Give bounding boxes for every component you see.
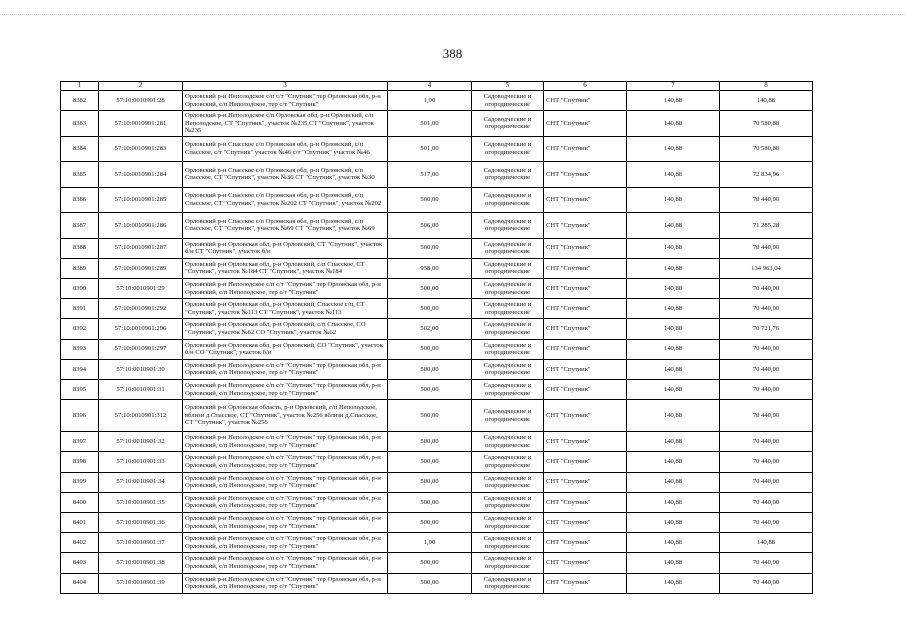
address-cell: Орловский р-н Неполодское с/п с/т "Спутник" тер Орловская обл, р-н Орловский, с/п Неполодское, тер с/т "Спутник"	[183, 279, 388, 299]
organization-cell: СНТ "Спутник"	[544, 533, 627, 553]
value-cell: 70 440,00	[720, 400, 813, 432]
value-cell: 70 440,00	[720, 452, 813, 472]
organization-cell: СНТ "Спутник"	[544, 359, 627, 379]
land-use-cell: Садоводческие и огороднические	[472, 339, 544, 359]
table-row	[61, 91, 813, 111]
address-cell: Орловский р-н Неполодское с/п с/т "Спутник" тер Орловская обл, р-н Орловский, с/п Неполодское, тер с/т "Спутник"	[183, 533, 388, 553]
column-header: 1	[61, 82, 99, 91]
rate-cell: 140,88	[627, 400, 720, 432]
address-cell: Орловский р-н Неполодское с/п с/т "Спутник" тер Орловская обл, р-н Орловский, с/п Неполодское, тер с/т "Спутник"	[183, 573, 388, 593]
area-cell: 500,00	[388, 238, 472, 258]
organization-cell: СНТ "Спутник"	[544, 573, 627, 593]
land-use-cell: Садоводческие и огороднические	[472, 111, 544, 137]
row-number-cell: 8383	[61, 111, 99, 137]
organization-cell: СНТ "Спутник"	[544, 339, 627, 359]
area-cell: 500,00	[388, 512, 472, 532]
value-cell: 140,88	[720, 91, 813, 111]
table-row	[61, 213, 813, 239]
value-cell: 72 834,96	[720, 162, 813, 188]
organization-cell: СНТ "Спутник"	[544, 213, 627, 239]
value-cell: 70 440,00	[720, 553, 813, 573]
scan-artifact-line	[0, 14, 905, 21]
row-number-cell: 8387	[61, 213, 99, 239]
land-use-cell: Садоводческие и огороднические	[472, 91, 544, 111]
column-header: 6	[544, 82, 627, 91]
land-use-cell: Садоводческие и огороднические	[472, 258, 544, 278]
row-number-cell: 8390	[61, 279, 99, 299]
row-number-cell: 8395	[61, 380, 99, 400]
organization-cell: СНТ "Спутник"	[544, 452, 627, 472]
land-use-cell: Садоводческие и огороднические	[472, 533, 544, 553]
table-body	[61, 91, 813, 594]
rate-cell: 140,88	[627, 299, 720, 319]
value-cell: 134 963,04	[720, 258, 813, 278]
table-row	[61, 238, 813, 258]
row-number-cell: 8402	[61, 533, 99, 553]
rate-cell: 140,88	[627, 553, 720, 573]
area-cell: 500,00	[388, 380, 472, 400]
row-number-cell: 8403	[61, 553, 99, 573]
cadastral-number-cell: 57:10:0010901:296	[99, 319, 183, 339]
address-cell: Орловский р-н Орловская обл, р-н Орловский, Спасское с/п, СТ "Спутник", участок №113 СТ "Спутник", участок №113	[183, 299, 388, 319]
row-number-cell: 8391	[61, 299, 99, 319]
address-cell: Орловский р-н Неполодское с/п с/т "Спутник" тер Орловская обл, р-н Орловский, с/п Неполодское, тер с/т "Спутник"	[183, 472, 388, 492]
cadastral-number-cell: 57:10:0010901:297	[99, 339, 183, 359]
column-header: 5	[472, 82, 544, 91]
address-cell: Орловский р-н Спасское с/п Орловская обл, р-н Орловский, с/п Спасское, с/т "Спутник" участок №46 с/т "Спутник" участок №46	[183, 136, 388, 162]
address-cell: Орловский р-н Неполодское с/п Орловская обл, р-н Орловский, с/п Неполодское, СТ "Спутник", участок №235 СТ "Спутник", участок №235	[183, 111, 388, 137]
land-use-cell: Садоводческие и огороднические	[472, 472, 544, 492]
land-use-cell: Садоводческие и огороднические	[472, 492, 544, 512]
value-cell: 70 440,00	[720, 573, 813, 593]
address-cell: Орловский р-н Неполодское с/п с/т "Спутник" тер Орловская обл, р-н Орловский, с/п Неполодское, тер с/т "Спутник"	[183, 512, 388, 532]
address-cell: Орловский р-н Неполодское с/п с/т "Спутник" тер Орловская обл, р-н Орловский, с/п Неполодское, тер с/т "Спутник"	[183, 553, 388, 573]
row-number-cell: 8397	[61, 432, 99, 452]
land-use-cell: Садоводческие и огороднические	[472, 238, 544, 258]
table-row	[61, 432, 813, 452]
row-number-cell: 8400	[61, 492, 99, 512]
address-cell: Орловский р-н Неполодское с/п с/т "Спутник" тер Орловская обл, р-н Орловский, с/п Неполодское, тер с/т "Спутник"	[183, 452, 388, 472]
rate-cell: 140,88	[627, 452, 720, 472]
area-cell: 517,00	[388, 162, 472, 188]
table-row	[61, 162, 813, 188]
rate-cell: 140,88	[627, 380, 720, 400]
organization-cell: СНТ "Спутник"	[544, 400, 627, 432]
area-cell: 500,00	[388, 299, 472, 319]
value-cell: 70 440,00	[720, 299, 813, 319]
table-row	[61, 380, 813, 400]
land-use-cell: Садоводческие и огороднические	[472, 400, 544, 432]
table-row	[61, 258, 813, 278]
area-cell: 501,00	[388, 111, 472, 137]
value-cell: 70 440,00	[720, 432, 813, 452]
rate-cell: 140,88	[627, 359, 720, 379]
rate-cell: 140,88	[627, 432, 720, 452]
cadastral-number-cell: 57:10:0010901:283	[99, 136, 183, 162]
land-use-cell: Садоводческие и огороднические	[472, 136, 544, 162]
area-cell: 500,00	[388, 553, 472, 573]
value-cell: 70 721,76	[720, 319, 813, 339]
cadastral-number-cell: 57:10:0010901:292	[99, 299, 183, 319]
rate-cell: 140,88	[627, 472, 720, 492]
address-cell: Орловский р-н Неполодское с/п с/т "Спутник" тер Орловская обл, р-н Орловский, с/п Неполодское, тер с/т "Спутник"	[183, 380, 388, 400]
address-cell: Орловский р-н Неполодское с/п с/т "Спутник" тер Орловская обл, р-н Орловский, с/п Неполодское, тер с/т "Спутник"	[183, 91, 388, 111]
table-row	[61, 452, 813, 472]
value-cell: 70 440,00	[720, 380, 813, 400]
value-cell: 70 440,00	[720, 339, 813, 359]
rate-cell: 140,88	[627, 512, 720, 532]
land-use-cell: Садоводческие и огороднические	[472, 432, 544, 452]
address-cell: Орловский р-н Орловская обл, р-н Орловский, с/п Спасское, СТ "Спутник", участок №184 СТ "Спутник", участок №184	[183, 258, 388, 278]
rate-cell: 140,88	[627, 111, 720, 137]
table-row	[61, 400, 813, 432]
area-cell: 500,00	[388, 359, 472, 379]
area-cell: 500,00	[388, 279, 472, 299]
land-use-cell: Садоводческие и огороднические	[472, 359, 544, 379]
address-cell: Орловский р-н Неполодское с/п с/т "Спутник" тер Орловская обл, р-н Орловский, с/п Неполодское, тер с/т "Спутник"	[183, 432, 388, 452]
area-cell: 500,00	[388, 492, 472, 512]
table-row	[61, 187, 813, 213]
land-use-cell: Садоводческие и огороднические	[472, 299, 544, 319]
cadastral-number-cell: 57:10:0010901:33	[99, 452, 183, 472]
organization-cell: СНТ "Спутник"	[544, 299, 627, 319]
cadastral-number-cell: 57:10:0010901:28	[99, 91, 183, 111]
cadastral-number-cell: 57:10:0010901:287	[99, 238, 183, 258]
cadastral-number-cell: 57:10:0010901:286	[99, 213, 183, 239]
area-cell: 958,00	[388, 258, 472, 278]
organization-cell: СНТ "Спутник"	[544, 258, 627, 278]
column-header: 4	[388, 82, 472, 91]
table-row	[61, 111, 813, 137]
cadastral-number-cell: 57:10:0010901:36	[99, 512, 183, 532]
rate-cell: 140,88	[627, 339, 720, 359]
cadastral-number-cell: 57:10:0010901:285	[99, 187, 183, 213]
table-row	[61, 319, 813, 339]
page-number: 388	[442, 46, 463, 61]
column-header: 8	[720, 82, 813, 91]
rate-cell: 140,88	[627, 533, 720, 553]
value-cell: 70 440,00	[720, 472, 813, 492]
row-number-cell: 8401	[61, 512, 99, 532]
table-row	[61, 359, 813, 379]
rate-cell: 140,88	[627, 573, 720, 593]
address-cell: Орловский р-н Спасское с/п Орловская обл, р-н Орловский, с/п Спасское, СТ "Спутник", участок №69 СТ "Спутник", участок №69	[183, 213, 388, 239]
address-cell: Орловский р-н Орловская обл, р-н Орловский, с/п Спасское, СО "Спутник", участок №62 СО "Спутник", участок №62	[183, 319, 388, 339]
cadastral-number-cell: 57:10:0010901:38	[99, 553, 183, 573]
rate-cell: 140,88	[627, 238, 720, 258]
land-use-cell: Садоводческие и огороднические	[472, 512, 544, 532]
row-number-cell: 8382	[61, 91, 99, 111]
cadastral-number-cell: 57:10:0010901:39	[99, 573, 183, 593]
area-cell: 500,00	[388, 573, 472, 593]
cadastral-number-cell: 57:10:0010901:30	[99, 359, 183, 379]
cadastral-number-cell: 57:10:0010901:29	[99, 279, 183, 299]
value-cell: 70 440,00	[720, 492, 813, 512]
area-cell: 500,00	[388, 432, 472, 452]
organization-cell: СНТ "Спутник"	[544, 432, 627, 452]
cadastral-number-cell: 57:10:0010901:35	[99, 492, 183, 512]
rate-cell: 140,88	[627, 213, 720, 239]
cadastral-number-cell: 57:10:0010901:32	[99, 432, 183, 452]
land-use-cell: Садоводческие и огороднические	[472, 452, 544, 472]
cadastral-number-cell: 57:10:0010901:34	[99, 472, 183, 492]
value-cell: 70 440,00	[720, 279, 813, 299]
rate-cell: 140,88	[627, 279, 720, 299]
area-cell: 506,00	[388, 213, 472, 239]
table-row	[61, 339, 813, 359]
cadastral-number-cell: 57:10:0010901:289	[99, 258, 183, 278]
table-row	[61, 492, 813, 512]
cadastral-number-cell: 57:10:0010901:284	[99, 162, 183, 188]
row-number-cell: 8396	[61, 400, 99, 432]
rate-cell: 140,88	[627, 187, 720, 213]
table-row	[61, 553, 813, 573]
value-cell: 70 440,00	[720, 187, 813, 213]
row-number-cell: 8385	[61, 162, 99, 188]
land-use-cell: Садоводческие и огороднические	[472, 187, 544, 213]
organization-cell: СНТ "Спутник"	[544, 162, 627, 188]
table-row	[61, 279, 813, 299]
value-cell: 70 580,88	[720, 136, 813, 162]
area-cell: 1,00	[388, 91, 472, 111]
rate-cell: 140,88	[627, 492, 720, 512]
cadastral-number-cell: 57:10:0010901:31	[99, 380, 183, 400]
table-row	[61, 136, 813, 162]
row-number-cell: 8386	[61, 187, 99, 213]
row-number-cell: 8404	[61, 573, 99, 593]
organization-cell: СНТ "Спутник"	[544, 187, 627, 213]
row-number-cell: 8389	[61, 258, 99, 278]
organization-cell: СНТ "Спутник"	[544, 136, 627, 162]
area-cell: 500,00	[388, 187, 472, 213]
address-cell: Орловский р-н Спасское с/п Орловская обл, р-н Орловский, с/п Спасское, СТ "Спутник", участок №30 СТ "Спутник", участок №30	[183, 162, 388, 188]
area-cell: 500,00	[388, 472, 472, 492]
land-use-cell: Садоводческие и огороднические	[472, 553, 544, 573]
address-cell: Орловский р-н Спасское с/п Орловская обл, р-н Орловский, с/п Спасское, СТ "Спутник", участок №202 СТ "Спутник", участок №202	[183, 187, 388, 213]
cadastral-table	[60, 81, 813, 594]
row-number-cell: 8392	[61, 319, 99, 339]
rate-cell: 140,88	[627, 136, 720, 162]
area-cell: 500,00	[388, 339, 472, 359]
organization-cell: СНТ "Спутник"	[544, 472, 627, 492]
organization-cell: СНТ "Спутник"	[544, 512, 627, 532]
column-header: 2	[99, 82, 183, 91]
land-use-cell: Садоводческие и огороднические	[472, 380, 544, 400]
row-number-cell: 8393	[61, 339, 99, 359]
column-header: 7	[627, 82, 720, 91]
value-cell: 70 580,88	[720, 111, 813, 137]
rate-cell: 140,88	[627, 162, 720, 188]
address-cell: Орловский р-н Орловская обл, р-н Орловский, СТ "Спутник", участок б/н СТ "Спутник", участок б/н	[183, 238, 388, 258]
table-row	[61, 573, 813, 593]
address-cell: Орловский р-н Орловская область, р-н Орловский, с/п Неполодское, вблизи д.Спасское, СТ "Спутник", участок №256 вблизи д.Спасское, СТ "Спутник", участок №256	[183, 400, 388, 432]
organization-cell: СНТ "Спутник"	[544, 91, 627, 111]
cadastral-number-cell: 57:10:0010901:281	[99, 111, 183, 137]
organization-cell: СНТ "Спутник"	[544, 279, 627, 299]
column-number-row	[61, 82, 813, 91]
value-cell: 140,88	[720, 533, 813, 553]
value-cell: 70 440,00	[720, 512, 813, 532]
area-cell: 501,00	[388, 136, 472, 162]
organization-cell: СНТ "Спутник"	[544, 319, 627, 339]
land-use-cell: Садоводческие и огороднические	[472, 213, 544, 239]
organization-cell: СНТ "Спутник"	[544, 492, 627, 512]
organization-cell: СНТ "Спутник"	[544, 553, 627, 573]
rate-cell: 140,88	[627, 258, 720, 278]
land-use-cell: Садоводческие и огороднические	[472, 279, 544, 299]
table-row	[61, 512, 813, 532]
row-number-cell: 8394	[61, 359, 99, 379]
row-number-cell: 8388	[61, 238, 99, 258]
value-cell: 71 285,28	[720, 213, 813, 239]
row-number-cell: 8384	[61, 136, 99, 162]
address-cell: Орловский р-н Неполодское с/п с/т "Спутник" тер Орловская обл, р-н Орловский, с/п Неполодское, тер с/т "Спутник"	[183, 492, 388, 512]
table-row	[61, 299, 813, 319]
table-row	[61, 533, 813, 553]
land-use-cell: Садоводческие и огороднические	[472, 162, 544, 188]
organization-cell: СНТ "Спутник"	[544, 238, 627, 258]
organization-cell: СНТ "Спутник"	[544, 380, 627, 400]
organization-cell: СНТ "Спутник"	[544, 111, 627, 137]
land-use-cell: Садоводческие и огороднические	[472, 319, 544, 339]
table-row	[61, 472, 813, 492]
value-cell: 70 440,00	[720, 238, 813, 258]
cadastral-number-cell: 57:10:0010901:37	[99, 533, 183, 553]
rate-cell: 140,88	[627, 91, 720, 111]
row-number-cell: 8398	[61, 452, 99, 472]
area-cell: 1,00	[388, 533, 472, 553]
area-cell: 502,00	[388, 319, 472, 339]
rate-cell: 140,88	[627, 319, 720, 339]
column-header: 3	[183, 82, 388, 91]
area-cell: 500,00	[388, 400, 472, 432]
cadastral-number-cell: 57:10:0010901:312	[99, 400, 183, 432]
land-use-cell: Садоводческие и огороднические	[472, 573, 544, 593]
address-cell: Орловский р-н Орловская обл, р-н Орловский, СО "Спутник", участок б/н СО "Спутник", участок б/н	[183, 339, 388, 359]
row-number-cell: 8399	[61, 472, 99, 492]
address-cell: Орловский р-н Неполодское с/п с/т "Спутник" тер Орловская обл, р-н Орловский, с/п Неполодское, тер с/т "Спутник"	[183, 359, 388, 379]
value-cell: 70 440,00	[720, 359, 813, 379]
area-cell: 500,00	[388, 452, 472, 472]
